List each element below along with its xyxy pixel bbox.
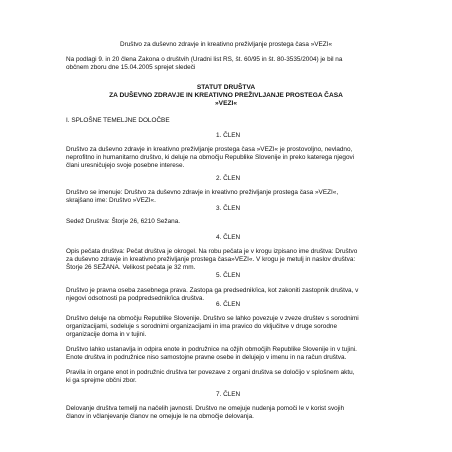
article-6-line-5: Društvo lahko ustanavlja in odpira enote in podružnice na ožjih območjih Republike Slovenije in v tujini. — [66, 346, 357, 353]
article-6-line-6: Enote društva in podružnice niso samostojne pravne osebe in delujejo v imenu in na račun društva. — [66, 354, 347, 361]
article-4-line-1: Opis pečata društva: Pečat društva je okrogel. Na robu pečata je v krogu izpisano ime društva: Društvo — [66, 248, 358, 255]
article-2-line-1: Društvo se imenuje: Društvo za duševno zdravje in kreativno preživljanje prostega časa »VEZI«, — [66, 189, 339, 196]
article-1-line-3: člani uresničujejo svoje posebne interese. — [66, 162, 185, 169]
article-heading-1: 1. ČLEN — [216, 132, 241, 139]
intro-line-2: občnem zboru dne 15.04.2005 sprejet sledeči — [66, 64, 196, 71]
section-heading: I. SPLOŠNE TEMELJNE DOLOČBE — [66, 117, 170, 124]
article-1-line-2: neprofitno in humanitarno društvo, ki deluje na območju Republike Slovenije in preko katerega njegovi — [66, 154, 355, 161]
article-6-line-8: Pravila in organe enot in podružnic društva ter povezave z organi društva se določijo v splošnem aktu, — [66, 369, 355, 376]
intro-line-1: Na podlagi 9. in 20 člena Zakona o društvih (Uradni list RS, št. 60/95 in št. 80-3535/2004) je bil na — [66, 56, 343, 63]
article-7-line-1: Delovanje društva temelji na načelih javnosti. Društvo ne omejuje nudenja pomoči le v korist svojih — [66, 405, 345, 412]
article-heading-6: 6. ČLEN — [216, 301, 241, 308]
article-7-line-2: članov in včlanjevanje članov ne omejuje le na območje delovanja. — [66, 413, 254, 420]
article-4-line-3: Štorje 26 SEŽANA. Velikost pečata je 32 mm. — [66, 264, 196, 271]
article-1-line-1: Društvo za duševno zdravje in kreativno preživljanje prostega časa »VEZI« je prostovoljno, nevladno, — [66, 146, 353, 153]
article-2-line-2: skrajšano ime: Društvo »VEZI«. — [66, 197, 156, 204]
article-heading-5: 5. ČLEN — [216, 272, 241, 279]
article-5-line-2: njegovi odsotnosti pa podpredsednik/ica društva. — [66, 295, 205, 302]
article-heading-3: 3. ČLEN — [216, 205, 241, 212]
article-3-line-1: Sedež Društva: Štorje 26, 6210 Sežana. — [66, 218, 181, 225]
statute-title-2: ZA DUŠEVNO ZDRAVJE IN KREATIVNO PREŽIVLJANJE PROSTEGA ČASA — [109, 92, 343, 99]
article-heading-2: 2. ČLEN — [216, 175, 241, 182]
article-6-line-3: organizacije doma in v tujini. — [66, 331, 147, 338]
statute-title-1: STATUT DRUŠTVA — [196, 84, 256, 91]
article-6-line-1: Društvo deluje na območju Republike Slovenije. Društvo se lahko povezuje v zveze društev s sorodnimi — [66, 315, 359, 322]
article-5-line-1: Društvo je pravna oseba zasebnega prava. Zastopa ga predsednik/ica, kot zakoniti zastopnik društva, v — [66, 287, 359, 294]
document-header: Društvo za duševno zdravje in kreativno preživljanje prostega časa »VEZI« — [119, 41, 333, 48]
article-heading-7: 7. ČLEN — [216, 391, 241, 398]
article-heading-4: 4. ČLEN — [216, 234, 241, 241]
article-6-line-9: ki ga sprejme občni zbor. — [66, 377, 137, 384]
article-4-line-2: za duševno zdravje in kreativno preživljanje prostega časa»VEZI«. V krogu je metulj in naslov društva: — [66, 256, 356, 263]
statute-title-3: »VEZI« — [215, 100, 237, 107]
article-6-line-2: organizacijami, sodeluje s sorodnimi organizacijami in ima pravico do vključitve v druge sorodne — [66, 323, 338, 330]
